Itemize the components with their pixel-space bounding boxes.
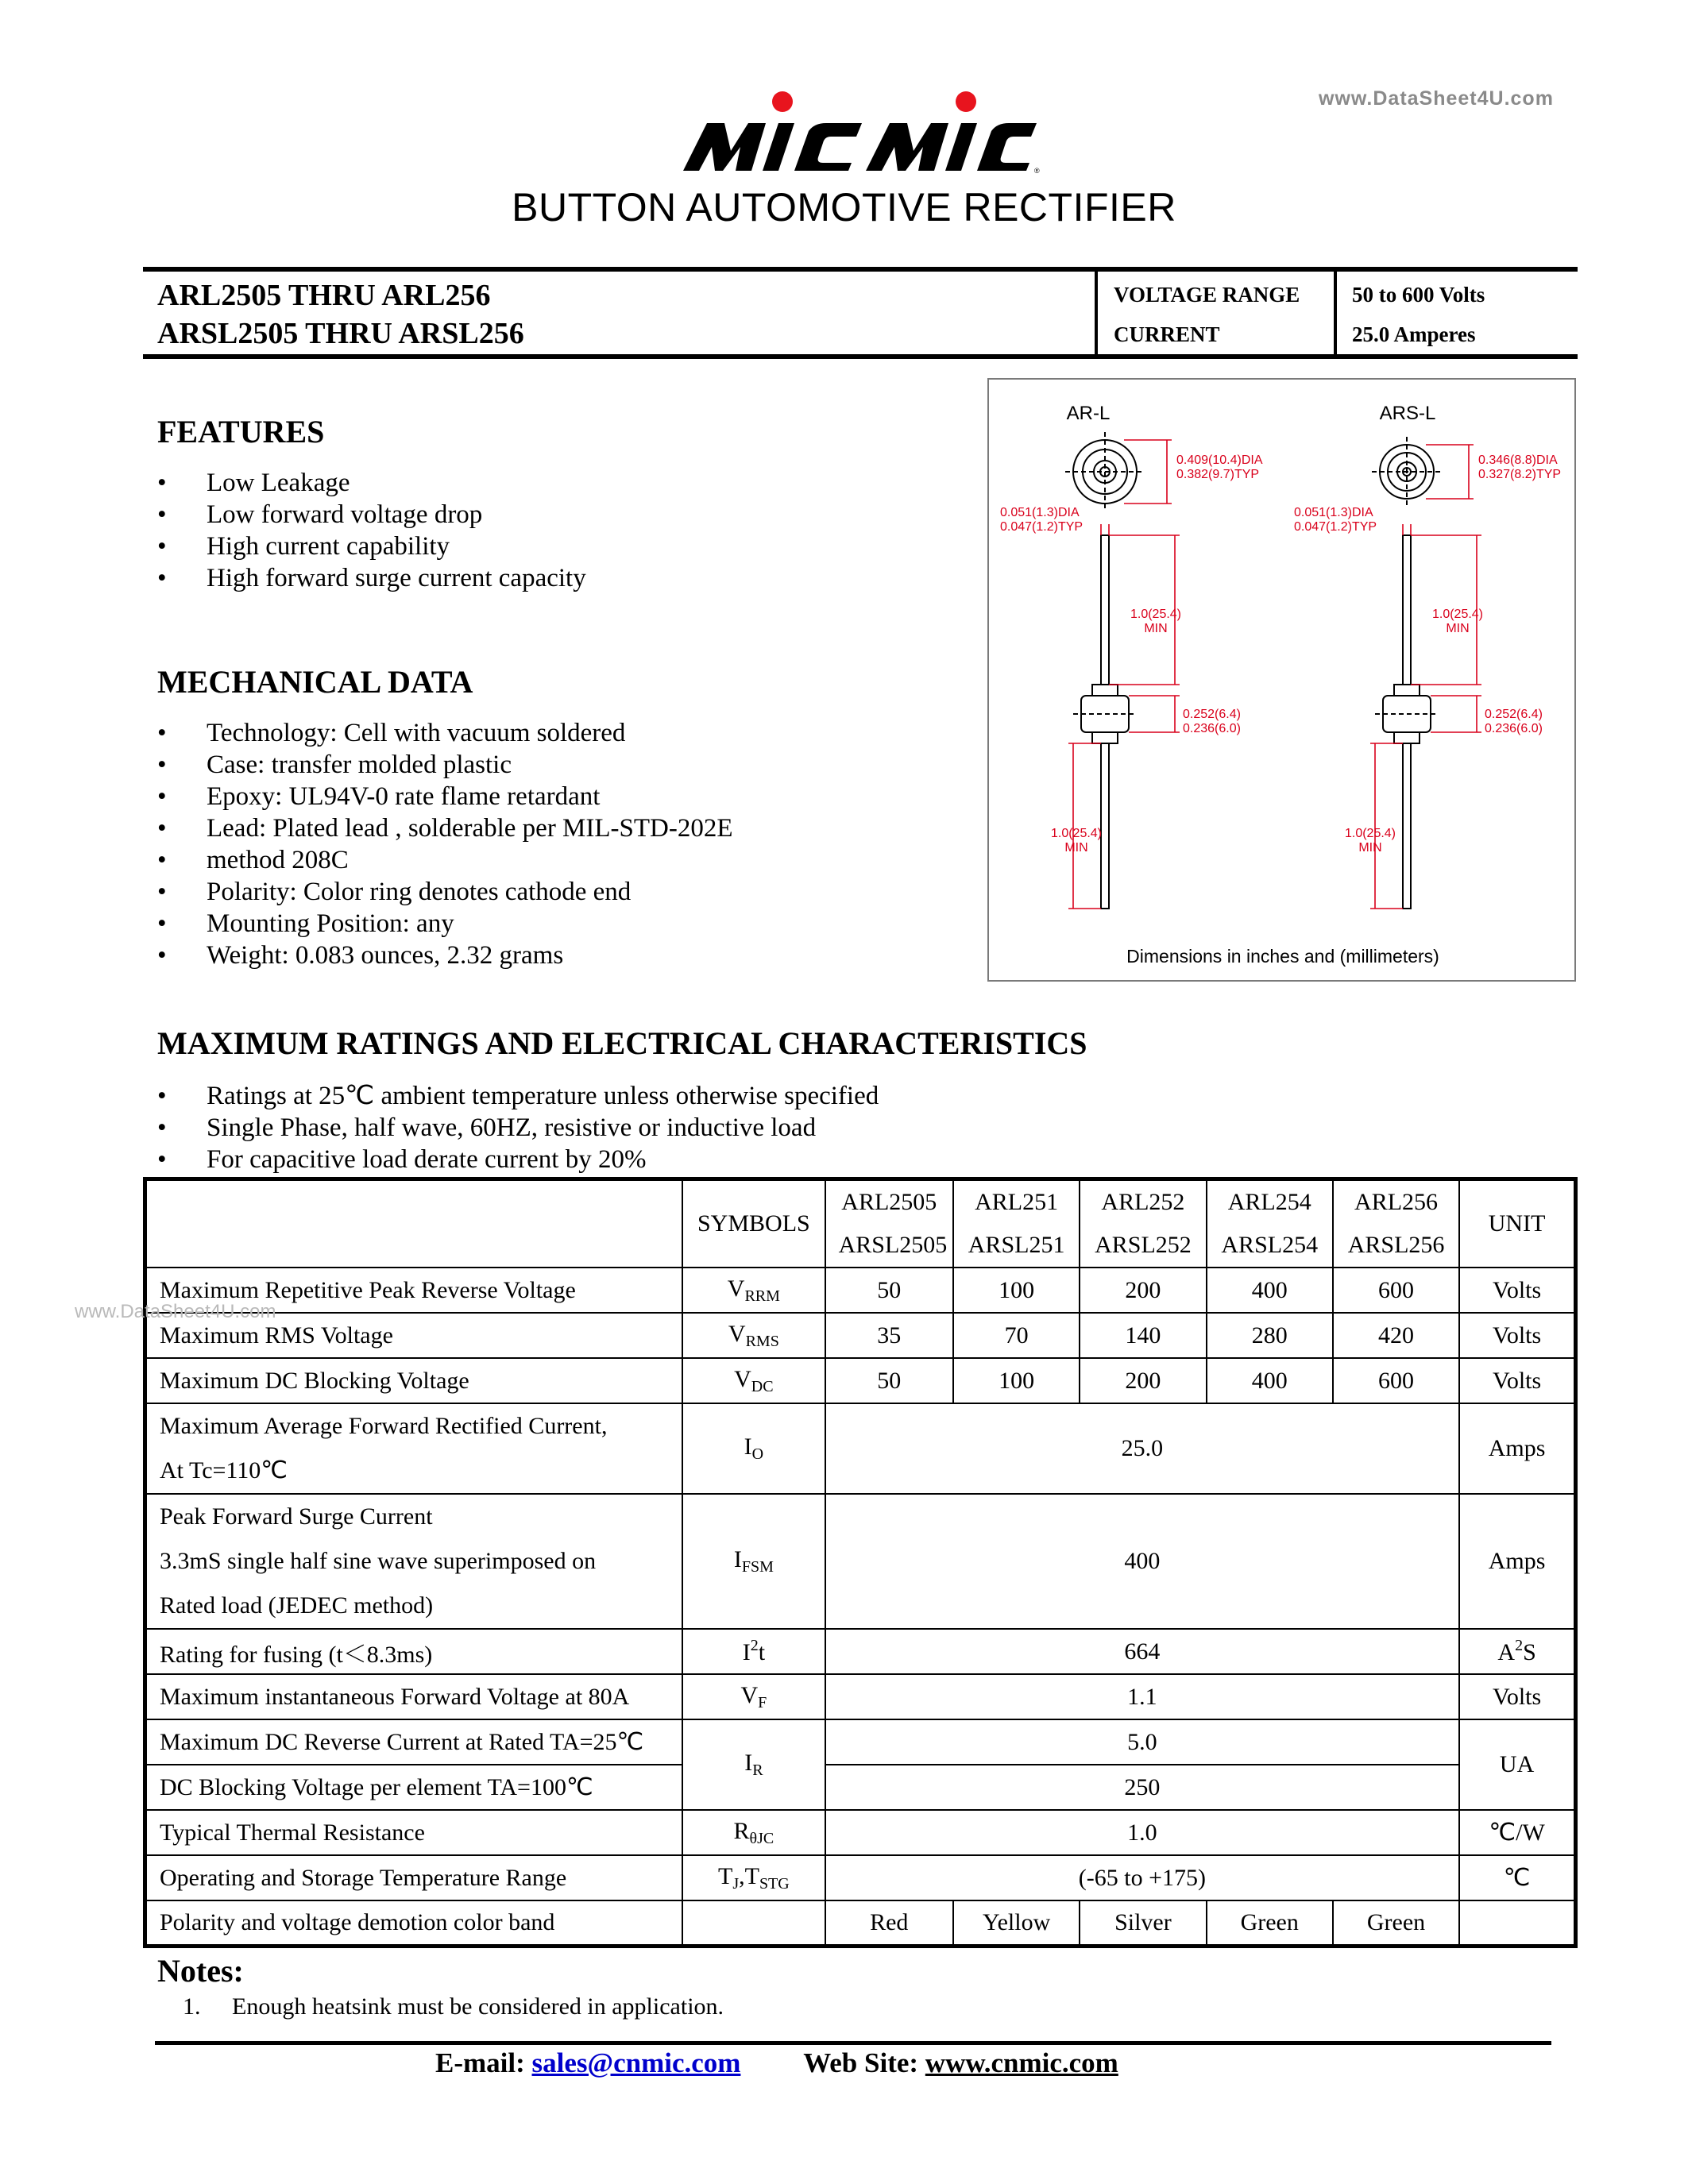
table-row-ir-25 (145, 1719, 1576, 1765)
ar-l-dia-2: 0.382(9.7)TYP (1176, 468, 1260, 481)
note-number: 1. (183, 1993, 201, 2020)
unit-cell: Amps (1459, 1403, 1575, 1494)
unit-cell (1459, 1900, 1575, 1946)
table-row-vdc (145, 1358, 1576, 1403)
header-blank-cell (145, 1179, 683, 1268)
value-cell: 400 (825, 1494, 1460, 1629)
ratings-table (143, 1177, 1578, 1948)
table-row-ifsm (145, 1494, 1576, 1629)
value-cell: Green (1207, 1900, 1333, 1946)
model-arsl: ARSL254 (1221, 1232, 1319, 1258)
table-row-vrrm (145, 1268, 1576, 1313)
param-symbol: $V_{RRM}$ (682, 1268, 825, 1313)
ars-l-label: ARS-L (1379, 403, 1436, 424)
mechanical-item: • Weight: 0.083 ounces, 2.32 grams (157, 940, 733, 971)
mechanical-item: • Technology: Cell with vacuum soldered (157, 717, 733, 749)
value-cell: 1.0 (825, 1810, 1460, 1855)
ratings-condition: • Single Phase, half wave, 60HZ, resistive or inductive load (157, 1112, 879, 1144)
value-cell: Silver (1080, 1900, 1206, 1946)
value-cell: Red (825, 1900, 953, 1946)
table-row-color-band (145, 1900, 1576, 1946)
ars-l-lead-dia-2: 0.047(1.2)TYP (1294, 520, 1377, 534)
ars-l-dia-1: 0.346(8.8)DIA (1478, 453, 1558, 467)
unit-cell: ℃/W (1459, 1810, 1575, 1855)
value-cell: 25.0 (825, 1403, 1460, 1494)
mechanical-item: • Lead: Plated lead , solderable per MIL-STD-202E (157, 812, 733, 844)
ar-l-lower-len-1: 1.0(25.4) (1050, 827, 1103, 840)
ars-l-upper-len-1: 1.0(25.4) (1431, 608, 1484, 621)
param-desc: Maximum DC Blocking Voltage (145, 1358, 683, 1403)
watermark-side: www.DataSheet4U.com (75, 1301, 276, 1322)
value-cell: (-65 to +175) (825, 1855, 1460, 1900)
param-desc: Polarity and voltage demotion color band (145, 1900, 683, 1946)
header-divider-1 (1095, 272, 1098, 354)
value-cell: 420 (1333, 1313, 1459, 1358)
param-desc: DC Blocking Voltage per element TA=100℃ (145, 1765, 683, 1810)
param-desc: Operating and Storage Temperature Range (145, 1855, 683, 1900)
ars-l-lower-len-2: MIN (1358, 841, 1382, 855)
ars-l-upper-len-2: MIN (1446, 622, 1470, 635)
unit-cell: Volts (1459, 1358, 1575, 1403)
features-heading: FEATURES (157, 414, 325, 450)
watermark-url: www.DataSheet4U.com (1319, 87, 1554, 110)
param-desc: Typical Thermal Resistance (145, 1810, 683, 1855)
value-cell: 200 (1080, 1268, 1206, 1313)
param-symbol: $I_{FSM}$ (682, 1494, 825, 1629)
ratings-heading: MAXIMUM RATINGS AND ELECTRICAL CHARACTERISTICS (157, 1025, 1087, 1061)
table-row-temp (145, 1855, 1576, 1900)
model-arl: ARL2505 (841, 1189, 937, 1215)
value-cell: 280 (1207, 1313, 1333, 1358)
param-symbol: $I_O$ (682, 1403, 825, 1494)
unit-cell: UA (1459, 1719, 1575, 1810)
voltage-range-value: 50 to 600 Volts (1352, 283, 1485, 307)
feature-item: • Low forward voltage drop (157, 499, 586, 531)
value-cell: Green (1333, 1900, 1459, 1946)
mechanical-item: • Mounting Position: any (157, 908, 733, 940)
param-symbol: $T_J,T_{STG}$ (682, 1855, 825, 1900)
value-cell: 400 (1207, 1268, 1333, 1313)
model-header (1207, 1179, 1333, 1268)
param-desc: Maximum Average Forward Rectified Current, At Tc=110℃ (145, 1403, 683, 1494)
mechanical-item: • Polarity: Color ring denotes cathode end (157, 876, 733, 908)
ar-l-body-2: 0.236(6.0) (1183, 722, 1241, 735)
param-desc: Rating for fusing (t＜8.3ms) (145, 1629, 683, 1674)
note-item (183, 1993, 724, 2020)
ar-l-body-1: 0.252(6.4) (1183, 708, 1241, 721)
header-rule-bottom (143, 354, 1578, 359)
model-arl: ARL256 (1354, 1189, 1439, 1215)
table-row-io (145, 1403, 1576, 1494)
part-range-arl: ARL2505 THRU ARL256 (157, 279, 491, 312)
model-arsl: ARSL251 (968, 1232, 1065, 1258)
unit-cell: $A^2S$ (1459, 1629, 1575, 1674)
unit-header: UNIT (1459, 1179, 1575, 1268)
value-cell: 5.0 (825, 1719, 1460, 1765)
feature-item: • High current capability (157, 531, 586, 562)
model-header (1333, 1179, 1459, 1268)
symbols-header: SYMBOLS (682, 1179, 825, 1268)
ar-l-lead-dia-2: 0.047(1.2)TYP (1000, 520, 1083, 534)
param-symbol: $I_R$ (682, 1719, 825, 1810)
ar-l-lower-len-2: MIN (1064, 841, 1088, 855)
mechanical-list (157, 717, 733, 971)
param-desc: Maximum RMS Voltage (145, 1313, 683, 1358)
ars-l-dia-2: 0.327(8.2)TYP (1478, 468, 1562, 481)
value-cell: Yellow (953, 1900, 1080, 1946)
ars-l-lower-len-1: 1.0(25.4) (1344, 827, 1396, 840)
ar-l-dia-1: 0.409(10.4)DIA (1176, 453, 1263, 467)
value-cell: 400 (1207, 1358, 1333, 1403)
note-text: Enough heatsink must be considered in application. (232, 1993, 724, 2020)
unit-cell: Volts (1459, 1674, 1575, 1719)
unit-cell: Amps (1459, 1494, 1575, 1629)
current-value: 25.0 Amperes (1352, 322, 1476, 346)
feature-item: • Low Leakage (157, 467, 586, 499)
company-logo (675, 87, 1041, 183)
website-link[interactable]: www.cnmic.com (925, 2047, 1118, 2078)
header-rule-top (143, 267, 1578, 272)
value-cell: 100 (953, 1268, 1080, 1313)
feature-item: • High forward surge current capacity (157, 562, 586, 594)
email-link[interactable]: sales@cnmic.com (531, 2047, 741, 2078)
svg-text:®: ® (1034, 167, 1040, 175)
footer-rule (155, 2041, 1551, 2045)
value-cell: 664 (825, 1629, 1460, 1674)
model-arsl: ARSL252 (1095, 1232, 1192, 1258)
model-arsl: ARSL256 (1347, 1232, 1445, 1258)
value-cell: 600 (1333, 1268, 1459, 1313)
model-arsl: ARSL2505 (838, 1232, 948, 1258)
param-symbol: $V_{RMS}$ (682, 1313, 825, 1358)
table-row-i2t (145, 1629, 1576, 1674)
features-list (157, 467, 586, 594)
notes-heading: Notes: (157, 1953, 244, 1989)
unit-cell: Volts (1459, 1313, 1575, 1358)
value-cell: 50 (825, 1358, 953, 1403)
value-cell: 250 (825, 1765, 1460, 1810)
value-cell: 140 (1080, 1313, 1206, 1358)
model-header (953, 1179, 1080, 1268)
ar-l-upper-len-1: 1.0(25.4) (1130, 608, 1182, 621)
part-range-arsl: ARSL2505 THRU ARSL256 (157, 317, 524, 350)
diagram-caption: Dimensions in inches and (millimeters) (1126, 946, 1439, 967)
dimension-diagram (987, 378, 1576, 982)
table-row-vf (145, 1674, 1576, 1719)
header-divider-2 (1334, 272, 1337, 354)
mechanical-item: • Epoxy: UL94V-0 rate flame retardant (157, 781, 733, 812)
package-outline-drawing (989, 380, 1574, 980)
param-symbol (682, 1900, 825, 1946)
model-header (1080, 1179, 1206, 1268)
unit-cell: Volts (1459, 1268, 1575, 1313)
value-cell: 200 (1080, 1358, 1206, 1403)
value-cell: 70 (953, 1313, 1080, 1358)
param-symbol: $V_{DC}$ (682, 1358, 825, 1403)
current-label: CURRENT (1114, 322, 1220, 346)
table-header-row (145, 1179, 1576, 1268)
ratings-condition: • For capacitive load derate current by 20% (157, 1144, 879, 1175)
param-desc: Maximum Repetitive Peak Reverse Voltage (145, 1268, 683, 1313)
value-cell: 35 (825, 1313, 953, 1358)
value-cell: 600 (1333, 1358, 1459, 1403)
model-arl: ARL254 (1227, 1189, 1311, 1215)
param-symbol: $I^2t$ (682, 1629, 825, 1674)
ars-l-body-2: 0.236(6.0) (1485, 722, 1543, 735)
mechanical-item-text: method 208C (207, 846, 349, 874)
table-row-rth (145, 1810, 1576, 1855)
mechanical-item: • Case: transfer molded plastic (157, 749, 733, 781)
param-desc: Maximum DC Reverse Current at Rated TA=25℃ (145, 1719, 683, 1765)
email-label: E-mail: (435, 2047, 525, 2078)
ars-l-lead-dia-1: 0.051(1.3)DIA (1294, 506, 1373, 519)
ar-l-lead-dia-1: 0.051(1.3)DIA (1000, 506, 1080, 519)
ar-l-upper-len-2: MIN (1144, 622, 1168, 635)
param-symbol: $R_{\theta JC}$ (682, 1810, 825, 1855)
ratings-condition: • Ratings at 25℃ ambient temperature unless otherwise specified (157, 1080, 879, 1112)
param-desc: Peak Forward Surge Current 3.3mS single half sine wave superimposed on Rated load (JEDEC method) (145, 1494, 683, 1629)
value-cell: 1.1 (825, 1674, 1460, 1719)
model-arl: ARL251 (975, 1189, 1059, 1215)
value-cell: 100 (953, 1358, 1080, 1403)
model-header (825, 1179, 953, 1268)
ar-l-label: AR-L (1066, 403, 1111, 424)
unit-cell: ℃ (1459, 1855, 1575, 1900)
mechanical-heading: MECHANICAL DATA (157, 664, 473, 700)
param-symbol: $V_F$ (682, 1674, 825, 1719)
ars-l-body-1: 0.252(6.4) (1485, 708, 1543, 721)
table-row-vrms (145, 1313, 1576, 1358)
table-row-ir-100 (145, 1765, 1576, 1810)
value-cell: 50 (825, 1268, 953, 1313)
document-title: BUTTON AUTOMOTIVE RECTIFIER (512, 185, 1176, 230)
mechanical-item-continued (157, 844, 733, 876)
footer-contact (435, 2047, 1118, 2079)
param-desc: Maximum instantaneous Forward Voltage at 80A (145, 1674, 683, 1719)
ratings-conditions-list (157, 1080, 879, 1175)
voltage-range-label: VOLTAGE RANGE (1114, 283, 1300, 307)
website-label: Web Site: (803, 2047, 919, 2078)
model-arl: ARL252 (1101, 1189, 1185, 1215)
